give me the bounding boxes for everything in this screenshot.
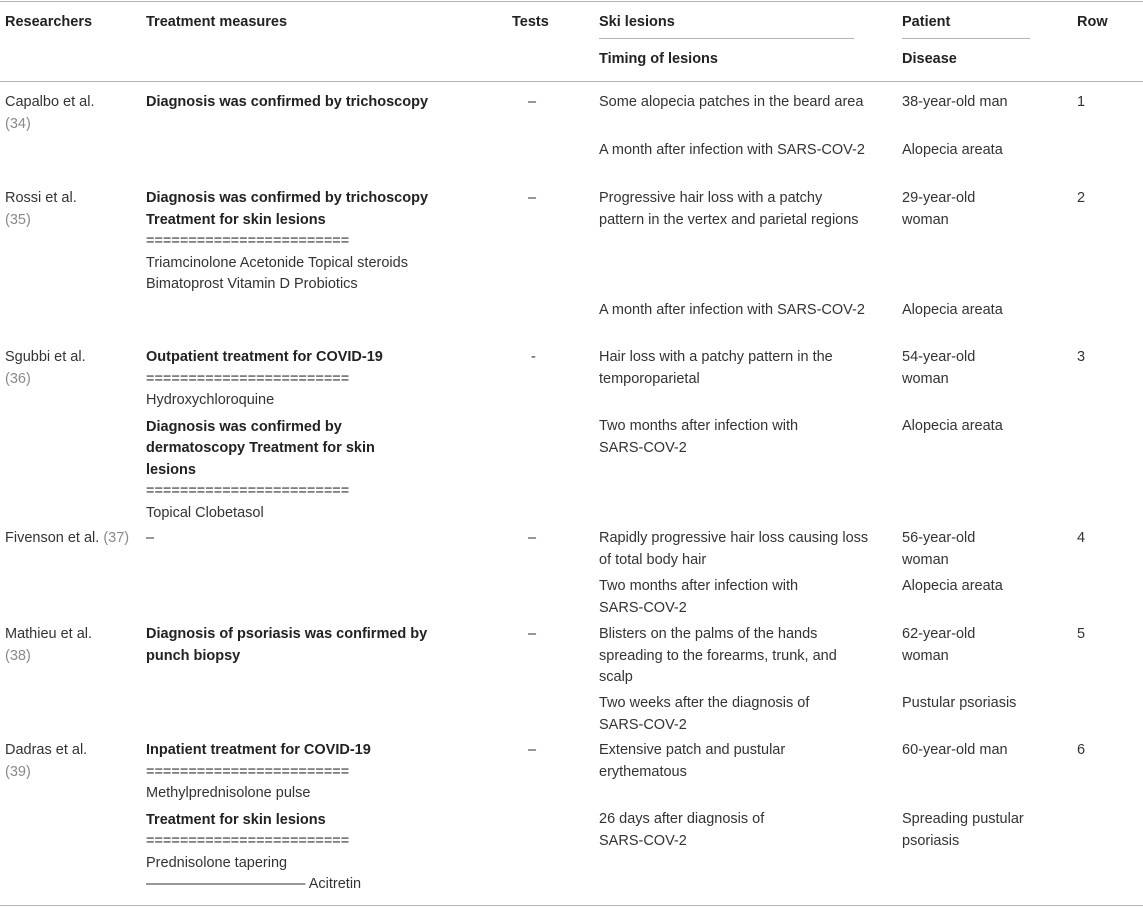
separator-line: ========================: [146, 233, 350, 249]
header-patient: Patient: [902, 14, 951, 30]
treatment-plain-text: Prednisolone tapering: [146, 854, 288, 871]
treatment-bold-text: Treatment for skin lesions: [146, 811, 326, 828]
reference-link[interactable]: (38): [5, 647, 31, 664]
row-number: 1: [1077, 94, 1086, 110]
row-number: 3: [1077, 349, 1086, 365]
disease-cell: Alopecia areata: [902, 302, 1003, 318]
reference-link[interactable]: (34): [5, 115, 31, 132]
researcher-cell: [5, 188, 135, 231]
header-timing: Timing of lesions: [599, 51, 718, 67]
researcher-name: Dadras et al.: [5, 742, 88, 758]
lesion-cell: Progressive hair loss with a patchy pattern in the vertex and parietal regions: [599, 190, 859, 228]
reference-link[interactable]: (37): [103, 530, 130, 546]
treatment-plain-text: ——————————— Acitretin: [146, 876, 362, 892]
disease-cell: Spreading pustular psoriasis: [902, 811, 1024, 849]
treatment-plain-text: Triamcinolone Acetonide Topical steroids Bimatoprost Vitamin D Probiotics: [146, 254, 408, 292]
researcher-cell: [5, 92, 135, 135]
lesion-cell: Blisters on the palms of the hands spreading to the forearms, trunk, and scalp: [599, 626, 837, 685]
researcher-name: Rossi et al.: [5, 190, 77, 206]
separator-line: ========================: [146, 483, 350, 499]
header-tests: Tests: [512, 14, 549, 30]
lesion-cell: Extensive patch and pustular erythematous: [599, 742, 786, 780]
treatment-cell: [146, 188, 476, 296]
timing-cell: A month after infection with SARS-COV-2: [599, 142, 865, 158]
reference-link[interactable]: (36): [5, 370, 31, 387]
header-treatment: Treatment measures: [146, 14, 288, 30]
disease-cell: Alopecia areata: [902, 418, 1003, 434]
separator-line: ========================: [146, 833, 350, 849]
timing-cell: Two months after infection with SARS-COV-2: [599, 418, 799, 456]
treatment-bold-text: Inpatient treatment for COVID-19: [146, 742, 371, 758]
lesion-cell: Rapidly progressive hair loss causing loss of total body hair: [599, 530, 869, 568]
patient-cell: 54-year-old woman: [902, 349, 976, 387]
header-ski-lesions: Ski lesions: [599, 14, 675, 30]
patient-cell: 62-year-old woman: [902, 626, 976, 664]
timing-cell: 26 days after diagnosis of SARS-COV-2: [599, 811, 765, 849]
treatment-bold-text: Diagnosis was confirmed by trichoscopy Treatment for skin lesions: [146, 190, 429, 228]
treatment-plain-text: Methylprednisolone pulse: [146, 785, 311, 801]
tests-cell: –: [528, 94, 537, 110]
researcher-cell: [5, 347, 135, 390]
reference-link[interactable]: (39): [5, 763, 31, 780]
header-lesions-underline: [599, 38, 854, 39]
treatment-cell: Diagnosis was confirmed by trichoscopy: [146, 94, 429, 110]
treatment-cell: [146, 347, 476, 524]
row-number: 4: [1077, 530, 1086, 546]
treatment-cell: –: [146, 530, 155, 546]
patient-cell: 38-year-old man: [902, 94, 1008, 110]
tests-cell: –: [528, 530, 537, 546]
tests-cell: –: [528, 626, 537, 642]
treatment-plain-text: Hydroxychloroquine: [146, 392, 275, 408]
separator-line: ========================: [146, 370, 350, 387]
patient-cell: 29-year-old woman: [902, 190, 976, 228]
row-number: 6: [1077, 742, 1086, 758]
timing-cell: Two weeks after the diagnosis of SARS-COV-2: [599, 695, 810, 733]
disease-cell: Alopecia areata: [902, 142, 1003, 158]
patient-cell: 60-year-old man: [902, 742, 1008, 758]
header-researchers: Researchers: [5, 14, 93, 30]
tests-cell: -: [531, 349, 536, 365]
researcher-cell: [5, 624, 135, 667]
treatment-cell: Diagnosis of psoriasis was confirmed by punch biopsy: [146, 626, 428, 664]
disease-cell: Alopecia areata: [902, 578, 1003, 594]
treatment-bold-text: Outpatient treatment for COVID-19: [146, 349, 383, 365]
row-number: 2: [1077, 190, 1086, 206]
researcher-name: Mathieu et al.: [5, 626, 93, 642]
table-top-rule: [0, 1, 1143, 2]
researcher-name: Sgubbi et al.: [5, 349, 86, 365]
row-number: 5: [1077, 626, 1086, 642]
disease-cell: Pustular psoriasis: [902, 695, 1017, 711]
lesion-cell: Some alopecia patches in the beard area: [599, 94, 864, 110]
separator-line: ========================: [146, 763, 350, 780]
tests-cell: –: [528, 742, 537, 758]
researcher-cell: [5, 740, 135, 783]
header-row: Row: [1077, 14, 1108, 30]
lesion-cell: Hair loss with a patchy pattern in the temporoparietal: [599, 349, 833, 387]
treatment-bold-text: Diagnosis was confirmed by dermatoscopy Treatment for skin lesions: [146, 418, 375, 478]
tests-cell: –: [528, 190, 537, 206]
table-bottom-rule: [0, 905, 1143, 906]
timing-cell: Two months after infection with SARS-COV-2: [599, 578, 799, 616]
researcher-cell: [5, 528, 135, 550]
timing-cell: A month after infection with SARS-COV-2: [599, 302, 865, 318]
patient-cell: 56-year-old woman: [902, 530, 976, 568]
researcher-name: Capalbo et al.: [5, 94, 95, 110]
header-disease: Disease: [902, 51, 957, 67]
researcher-name: Fivenson et al.: [5, 530, 100, 546]
header-patient-underline: [902, 38, 1030, 39]
treatment-cell: [146, 740, 476, 896]
header-rule: [0, 81, 1143, 82]
treatment-plain-text: Topical Clobetasol: [146, 504, 264, 521]
reference-link[interactable]: (35): [5, 211, 31, 228]
